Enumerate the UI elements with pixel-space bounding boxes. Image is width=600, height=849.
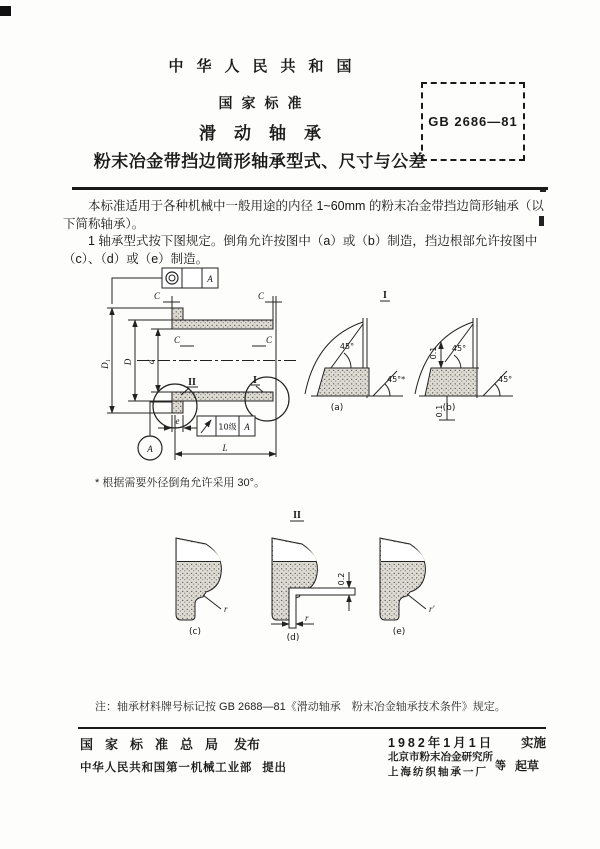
propose-action: 提出	[262, 762, 287, 774]
tolerance-frame	[112, 268, 218, 304]
datum-label: A	[147, 444, 153, 454]
bearing-drawing	[85, 252, 530, 467]
face-angle-label: 45°*	[387, 375, 406, 384]
detail-I	[305, 290, 513, 420]
proposer: 中华人民共和国第一机械工业部	[80, 762, 253, 774]
offset-dim-label: 0.1	[429, 346, 438, 360]
radius-label: r′	[429, 604, 435, 614]
datum-a	[138, 402, 172, 460]
page-subtitle: 粉末冶金带挡边筒形轴承型式、尺寸与公差	[93, 152, 427, 171]
finish-datum-label: A	[244, 422, 250, 432]
standard-type-heading: 国家标准	[218, 95, 311, 111]
drafters-line	[388, 750, 539, 780]
chamfer-angle-label: 45°	[339, 342, 355, 351]
footer-divider	[78, 727, 546, 729]
detail-e-label: (e)	[392, 627, 406, 637]
implementation-line	[388, 733, 546, 751]
dim-label-d: d	[146, 359, 156, 365]
page-title: 滑动轴承	[199, 124, 339, 143]
detail-II-title: II	[293, 510, 301, 521]
relief-groove	[289, 588, 355, 628]
radius-label: r	[224, 604, 228, 614]
chamfer-label: C	[153, 291, 161, 301]
radius-label: r	[305, 613, 309, 623]
tolerance-datum-label: A	[207, 274, 213, 284]
detail-marker-I: I	[253, 375, 257, 386]
standard-code-box	[421, 82, 525, 161]
offset-dim-label: 0.1	[435, 404, 444, 418]
drafter-1: 北京市粉末冶金研究所	[388, 751, 493, 763]
detail-c	[176, 538, 228, 637]
detail-c-label: (c)	[189, 627, 201, 637]
chamfer-label: C	[257, 291, 265, 301]
draft-action: 起草	[515, 758, 540, 773]
footnote: * 根据需要外径倒角允许采用 30°。	[95, 477, 266, 489]
dim-label-L: L	[222, 443, 228, 453]
detail-a-label: (a)	[330, 403, 344, 413]
clause-1-paragraph: 1 轴承型式按下图规定。倒角允许按图中（a）或（b）制造，挡边根部允许按图中（c）、（d）或（e）制造。	[63, 234, 538, 266]
publisher-line	[80, 734, 260, 753]
face-angle-label: 45°	[498, 375, 513, 384]
standard-code: GB 2686—81	[428, 114, 518, 129]
country-heading: 中华人民共和国	[168, 58, 365, 75]
implement-action: 实施	[520, 736, 546, 750]
material-note: 注：轴承材料牌号标记按 GB 2688—81《滑动轴承 粉末冶金轴承技术条件》规定。	[95, 701, 506, 713]
finish-grade-label: 10级	[218, 422, 237, 432]
publisher: 国家标准总局	[80, 737, 231, 752]
proposer-line	[80, 759, 287, 775]
flange-root-details-drawing	[150, 500, 470, 650]
dim-label-D: D	[123, 358, 133, 366]
scope-paragraph: 本标准适用于各种机械中一般用途的内径 1~60mm 的粉末冶金带挡边筒形轴承（以下简称轴承）。	[63, 199, 544, 231]
header-divider	[72, 187, 548, 190]
detail-b	[415, 318, 513, 420]
chamfer-label: C	[173, 335, 181, 345]
dim-label-D1: D₁	[100, 359, 110, 369]
groove-depth-label: 0.2	[337, 572, 346, 586]
dim-label-e: e	[175, 416, 180, 426]
detail-a	[305, 318, 405, 413]
detail-I-title: I	[383, 290, 387, 301]
chamfer-label: C	[265, 335, 273, 345]
finish-frame	[197, 416, 255, 436]
detail-b-label: (b)	[442, 403, 456, 413]
publish-action: 发布	[234, 737, 261, 752]
scan-artifact	[0, 6, 11, 16]
implement-date: 1982年1月1日	[388, 736, 495, 750]
chamfer-angle-label: 45°	[451, 344, 467, 353]
detail-d-label: (d)	[286, 633, 300, 643]
detail-marker-II: II	[188, 377, 196, 388]
detail-d	[271, 538, 355, 643]
detail-e	[380, 538, 436, 637]
drafter-suffix: 等	[495, 760, 506, 772]
drafter-2: 上海纺织轴承一厂	[388, 766, 488, 778]
dimension-e	[158, 415, 197, 432]
